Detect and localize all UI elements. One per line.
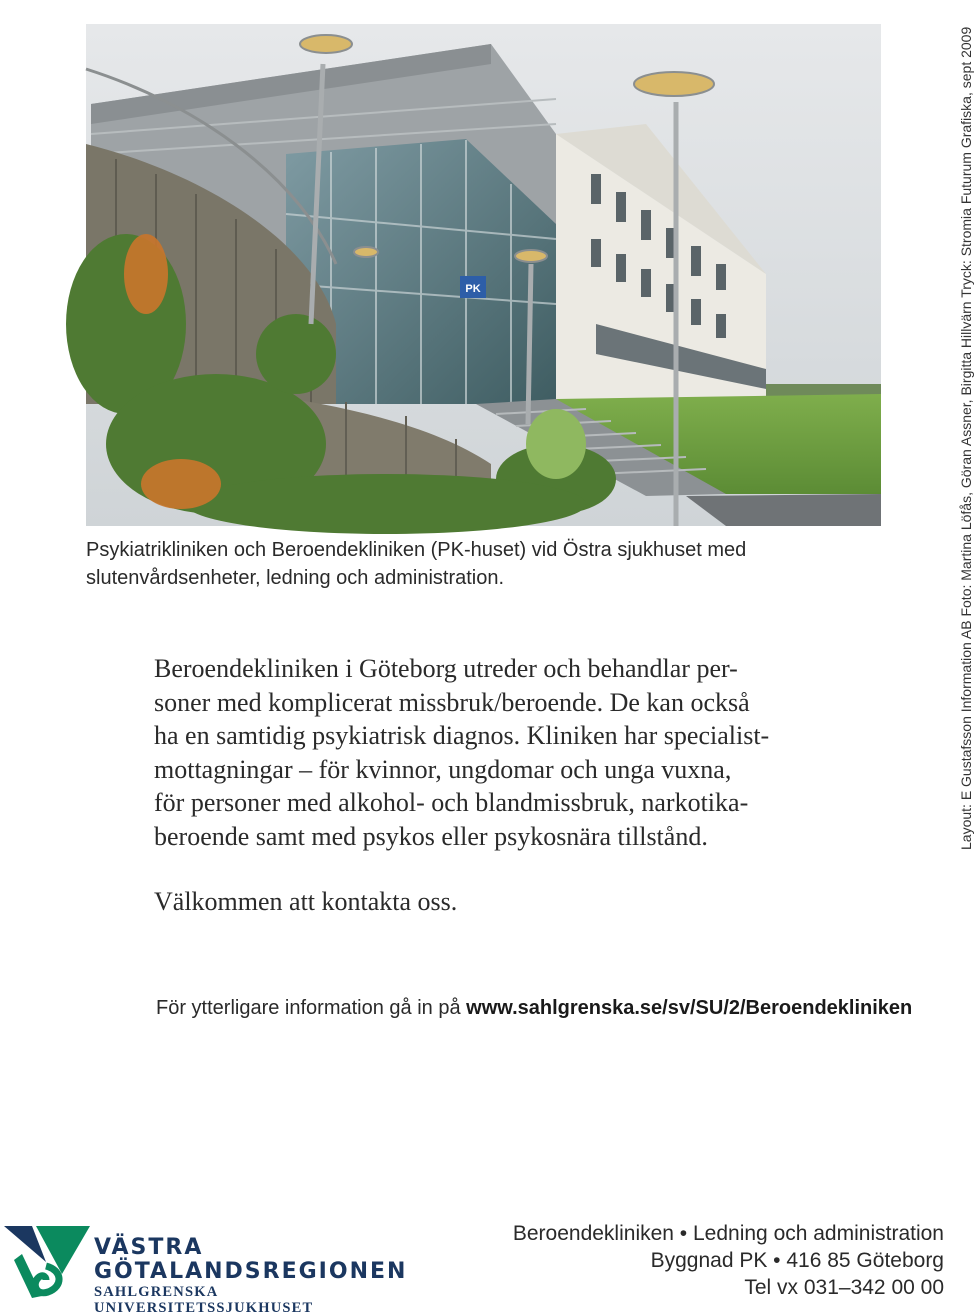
body-line: för personer med alkohol- och blandmissbruk, narkotika- — [154, 788, 749, 817]
contact-block — [513, 1220, 944, 1301]
contact-line-unit: Beroendekliniken • Ledning och administration — [512, 1222, 944, 1245]
body-line: Beroendekliniken i Göteborg utreder och behandlar per- — [154, 654, 738, 683]
clinic-description — [154, 652, 794, 853]
production-credits: Layout: E Gustafsson Information AB Foto: Martina Löfås, Göran Assner, Birgitta Hillvärn Tryck: Stromia Futurum Grafiska, sept 2009 — [958, 26, 974, 850]
logo-line-vastra: VÄSTRA — [94, 1235, 204, 1260]
website-link[interactable]: www.sahlgrenska.se/sv/SU/2/Beroendekliniken — [466, 997, 913, 1019]
caption-line: slutenvårdsenheter, ledning och administration. — [86, 567, 505, 589]
pk-building-illustration — [86, 24, 881, 526]
body-line: soner med komplicerat missbruk/beroende. De kan också — [154, 687, 750, 717]
building-photo — [86, 24, 881, 526]
welcome-text: Välkommen att kontakta oss. — [154, 887, 458, 916]
more-info — [156, 994, 912, 1022]
logo-line-gotalandsregionen: GÖTALANDSREGIONEN — [94, 1259, 408, 1284]
body-line: beroende samt med psykos eller psykosnära tillstånd. — [154, 821, 708, 851]
contact-line-phone: Tel vx 031–342 00 00 — [744, 1276, 944, 1299]
caption-line: Psykiatrikliniken och Beroendekliniken (PK-huset) vid Östra sjukhuset med — [86, 539, 747, 561]
body-line: ha en samtidig psykiatrisk diagnos. Kliniken har specialist- — [154, 721, 770, 750]
vgr-logo-mark-icon — [2, 1224, 90, 1300]
more-info-prefix: För ytterligare information gå in på — [156, 997, 467, 1019]
logo-line-sahlgrenska: SAHLGRENSKA UNIVERSITETSSJUKHUSET — [94, 1284, 314, 1316]
vgr-logo — [2, 1222, 422, 1316]
pk-sign-text: PK — [465, 283, 481, 295]
contact-line-address: Byggnad PK • 416 85 Göteborg — [650, 1249, 944, 1272]
photo-caption — [86, 536, 846, 592]
body-line: mottagningar – för kvinnor, ungdomar och unga vuxna, — [154, 754, 732, 784]
